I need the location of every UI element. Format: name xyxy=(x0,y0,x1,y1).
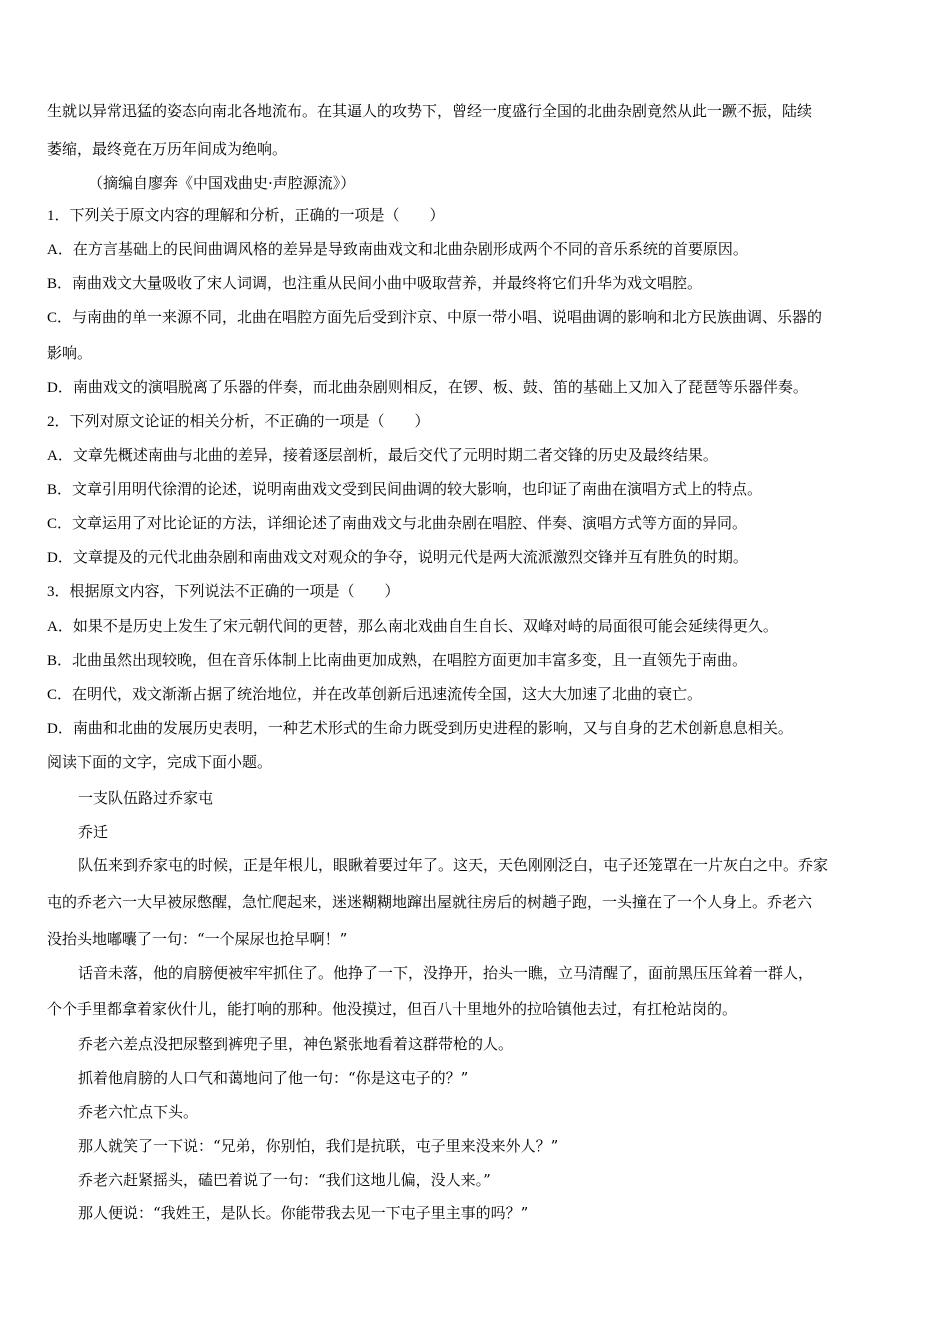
option-c-continued: 影响。 xyxy=(47,346,93,362)
story-paragraph-line: 乔老六赶紧摇头，磕巴着说了一句：“我们这地儿偏，没人来。” xyxy=(78,1171,491,1189)
story-paragraph-line: 抓着他肩膀的人口气和蔼地问了他一句：“你是这屯子的？” xyxy=(78,1069,469,1087)
question-stem: 1．下列关于原文内容的理解和分析，正确的一项是（ ） xyxy=(47,208,445,224)
option-b: B．南曲戏文大量吸收了宋人词调，也注重从民间小曲中吸取营养，并最终将它们升华为戏文唱腔。 xyxy=(47,276,703,292)
story-paragraph-line: 队伍来到乔家屯的时候，正是年根儿，眼瞅着要过年了。这天，天色刚刚泛白，屯子还笼罩在一片灰白之中。乔家 xyxy=(78,856,829,874)
option-c: C．文章运用了对比论证的方法，详细论述了南曲戏文与北曲杂剧在唱腔、伴奏、演唱方式等方面的异同。 xyxy=(47,516,748,532)
option-a: A．文章先概述南曲与北曲的差异，接着逐层剖析，最后交代了元明时期二者交锋的历史及最终结果。 xyxy=(47,448,718,464)
question-stem: 2．下列对原文论证的相关分析，不正确的一项是（ ） xyxy=(47,414,430,430)
option-c: C．与南曲的单一来源不同，北曲在唱腔方面先后受到汴京、中原一带小唱、说唱曲调的影响和北方民族曲调、乐器的 xyxy=(47,310,823,326)
story-paragraph-line: 乔老六差点没把尿整到裤兜子里，神色紧张地看着这群带枪的人。 xyxy=(78,1035,514,1053)
story-paragraph-line: 乔老六忙点下头。 xyxy=(78,1103,199,1121)
story-author: 乔迁 xyxy=(78,823,109,841)
option-b: B．文章引用明代徐渭的论述，说明南曲戏文受到民间曲调的较大影响，也印证了南曲在演唱方式上的特点。 xyxy=(47,482,763,498)
option-d: D．南曲和北曲的发展历史表明，一种艺术形式的生命力既受到历史进程的影响，又与自身的艺术创新息息相关。 xyxy=(47,721,793,737)
story-paragraph-line: 没抬头地嘟囔了一句：“一个屎尿也抢早啊！” xyxy=(47,930,348,948)
option-a: A．在方言基础上的民间曲调风格的差异是导致南曲戏文和北曲杂剧形成两个不同的音乐系统的首要原因。 xyxy=(47,242,748,258)
option-a: A．如果不是历史上发生了宋元朝代间的更替，那么南北戏曲自生自长、双峰对峙的局面很可能会延续得更久。 xyxy=(47,619,778,635)
option-d: D．南曲戏文的演唱脱离了乐器的伴奏，而北曲杂剧则相反，在锣、板、鼓、笛的基础上又加入了琵琶等乐器伴奏。 xyxy=(47,380,808,396)
passage-line: 生就以异常迅猛的姿态向南北各地流布。在其逼人的攻势下，曾经一度盛行全国的北曲杂剧竟然从此一蹶不振，陆续 xyxy=(47,102,813,120)
question-stem: 3．根据原文内容，下列说法不正确的一项是（ ） xyxy=(47,584,400,600)
option-c: C．在明代，戏文渐渐占据了统治地位，并在改革创新后迅速流传全国，这大大加速了北曲的衰亡。 xyxy=(47,687,703,703)
passage-source: （摘编自廖奔《中国戏曲史·声腔源流》） xyxy=(88,174,356,192)
story-paragraph-line: 话音未落，他的肩膀便被牢牢抓住了。他挣了一下，没挣开，抬头一瞧，立马清醒了，面前黑压压耸着一群人， xyxy=(78,964,814,982)
story-title: 一支队伍路过乔家屯 xyxy=(78,789,214,807)
story-paragraph-line: 屯的乔老六一大早被尿憋醒，急忙爬起来，迷迷糊糊地蹿出屋就往房后的树趟子跑，一头撞在了一个人身上。乔老六 xyxy=(47,893,813,911)
story-paragraph-line: 个个手里都拿着家伙什儿，能打响的那种。他没摸过，但百八十里地外的拉哈镇他去过，有扛枪站岗的。 xyxy=(47,1000,738,1018)
option-b: B．北曲虽然出现较晚，但在音乐体制上比南曲更加成熟，在唱腔方面更加丰富多变，且一直领先于南曲。 xyxy=(47,653,748,669)
story-paragraph-line: 那人便说：“我姓王，是队长。你能带我去见一下屯子里主事的吗？” xyxy=(78,1204,529,1222)
option-d: D．文章提及的元代北曲杂剧和南曲戏文对观众的争夺，说明元代是两大流派激烈交锋并互有胜负的时期。 xyxy=(47,550,748,566)
story-paragraph-line: 那人就笑了一下说：“兄弟，你别怕，我们是抗联，屯子里来没来外人？” xyxy=(78,1137,559,1155)
reading-instruction: 阅读下面的文字，完成下面小题。 xyxy=(47,755,273,771)
passage-line: 萎缩，最终竟在万历年间成为绝响。 xyxy=(47,140,288,158)
